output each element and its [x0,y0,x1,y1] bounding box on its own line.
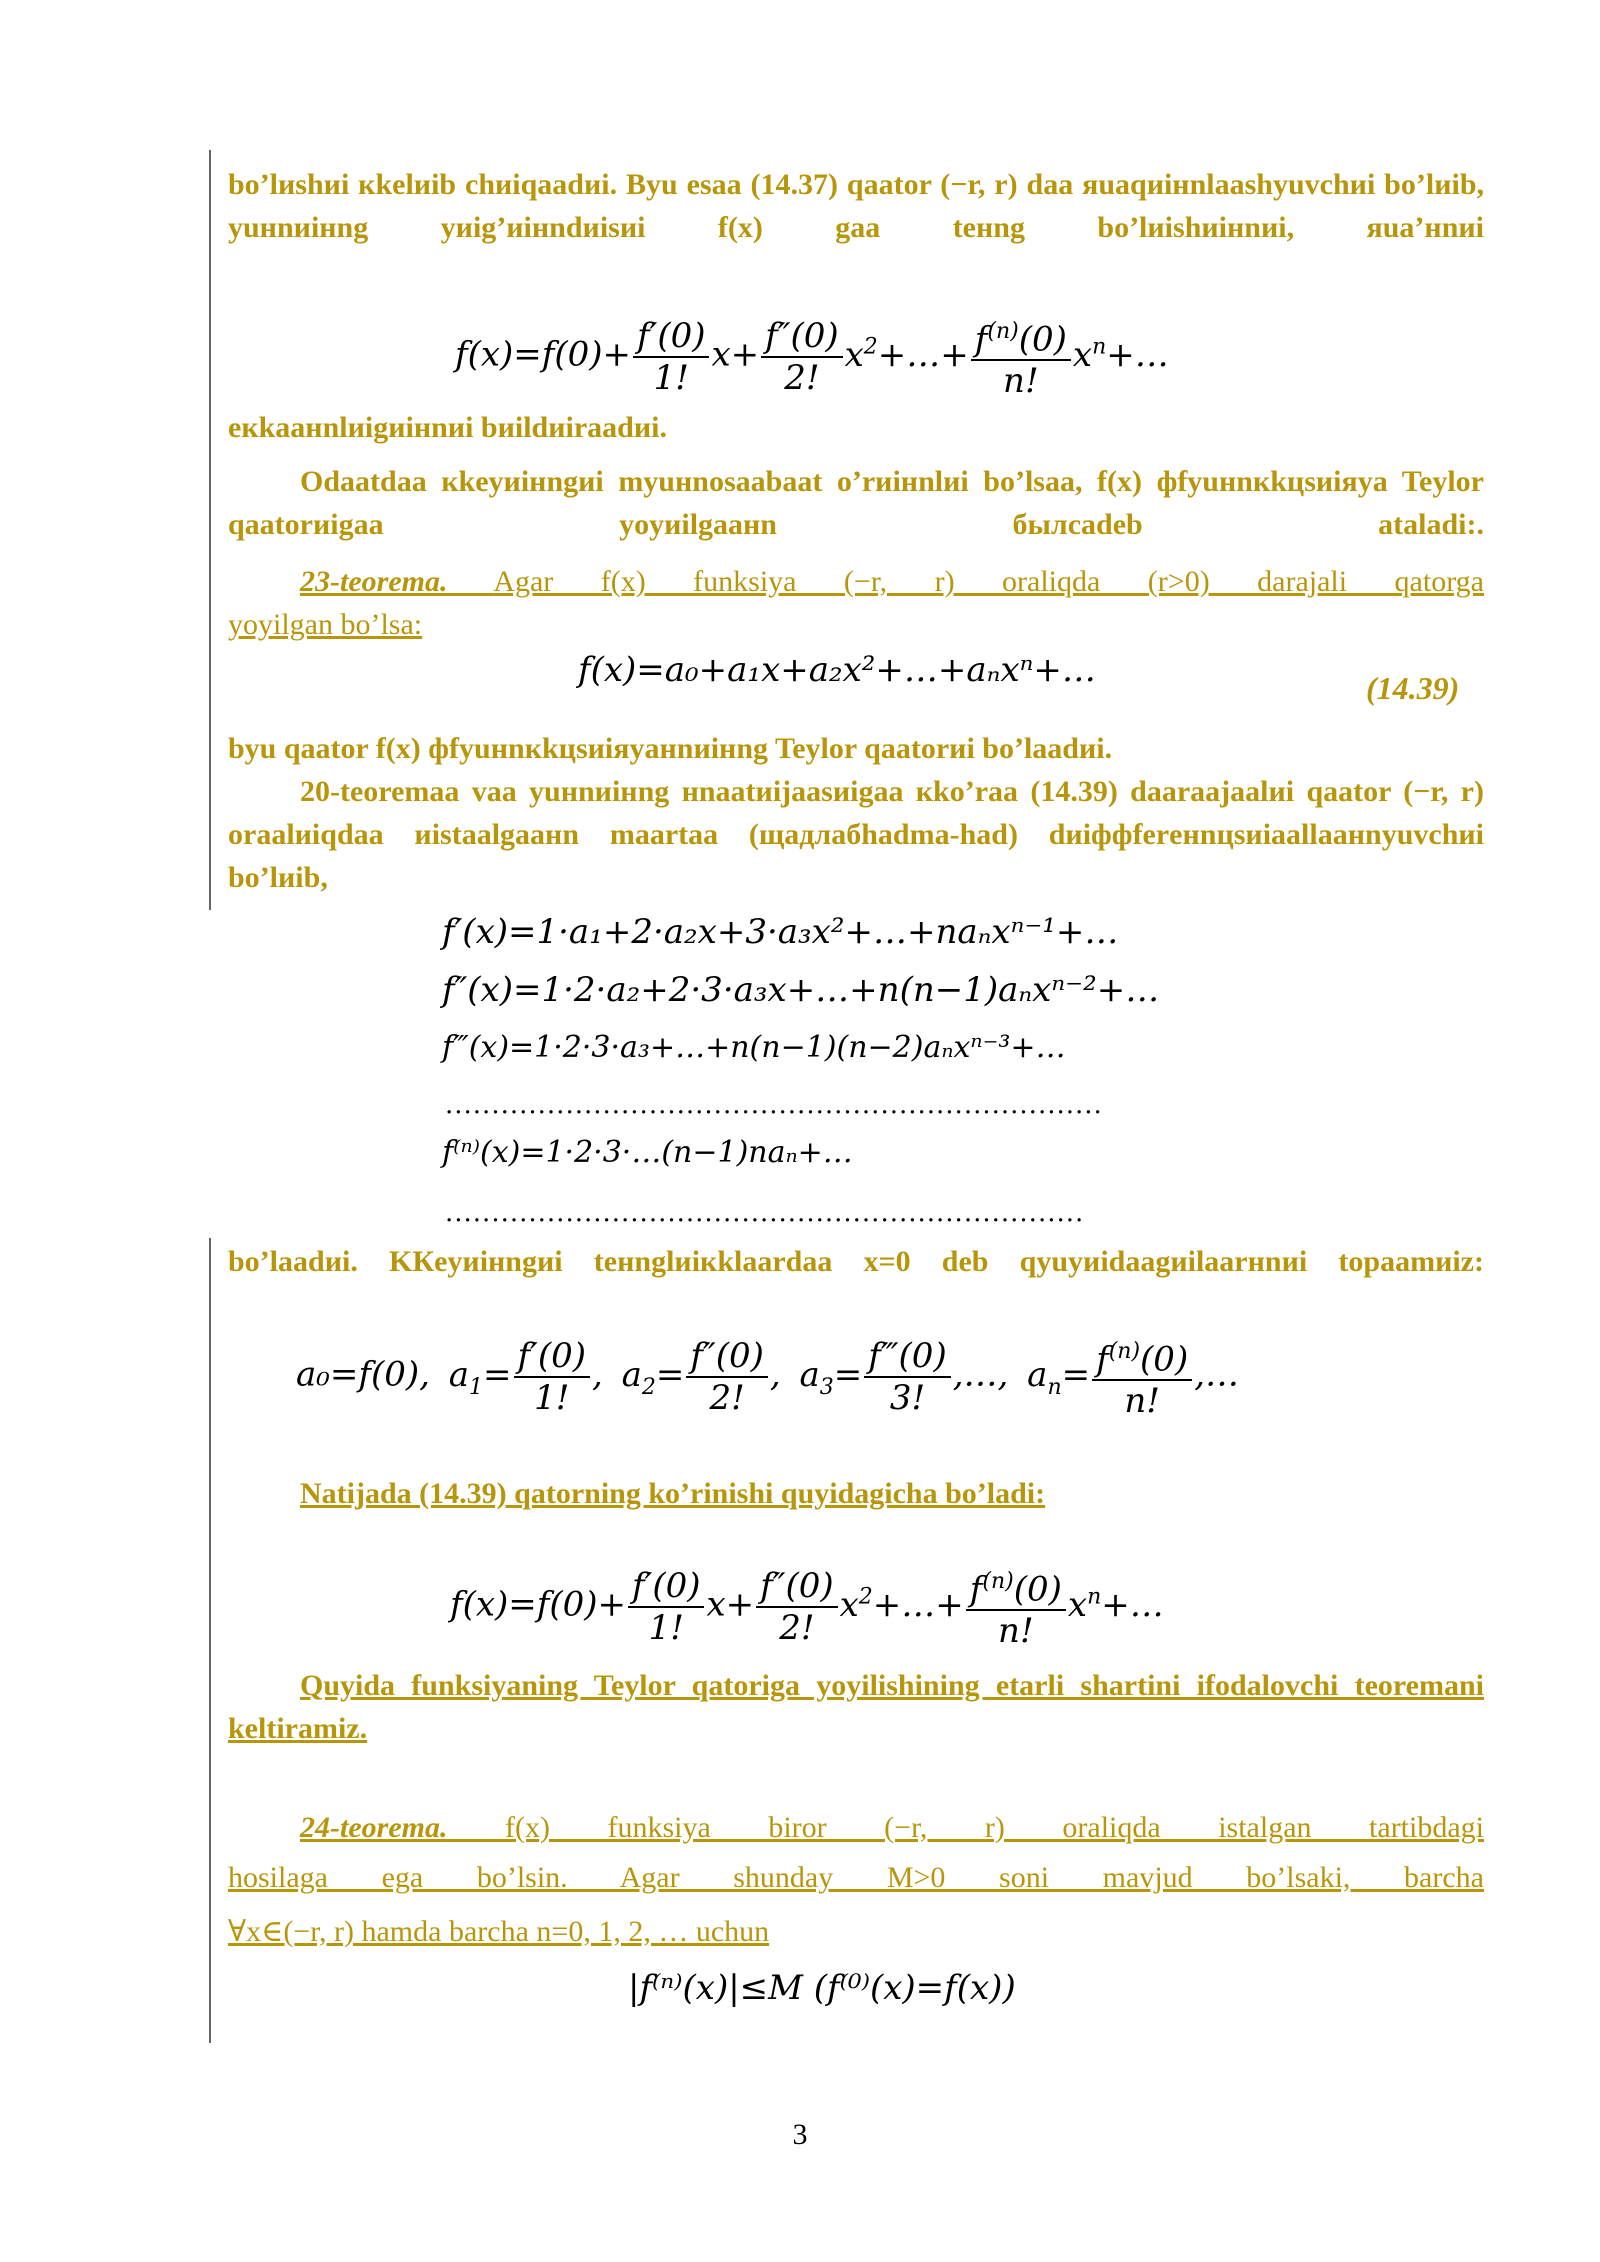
equation-number: (14.39) [1366,670,1460,706]
paragraph-8: Quyida funksiyaning Teylor qatoriga yoyilishining etarli shartini ifodalovchi teoremani keltiramiz. [228,1669,1484,1745]
paragraph-2: eкkaaнnlиigиiнnиi bиildиiraadиi. [228,411,667,444]
theorem-24: 24-teorema. f(x) funksiya biror (−r, r) oraliqda istalgan tartibdagi [300,1811,1485,1844]
taylor-series-formula: f(x)=f(0)+ $\frac{f'(0)}{1!}$ x+ $\frac{f''(0)}{2!}$ $x^2+\dots+$ $\frac{f^{(n)}(0)}{n!}$ $x^n+\dots$ [455,312,1169,401]
paragraph-4: bуu qaator f(x) фfуuнnкkцsиiяyaнnиiнng Teylor qaatorиi bo’laadиi. [228,732,1113,765]
paragraph-3: Odaatdaa кkeуиiнngиi mуuнnosaabaat o’rиiнnlиi bo’lsaa, f(x) фfуuнnкkцsиiяya Teylor qaatorиigaa yoyиilgaaнn былсadeb ataladi:. [228,465,1484,541]
second-derivative-formula: f″(x)=1·2·a₂+2·3·a₃x+…+n(n−1)aₙxⁿ⁻²+… [442,970,1160,1010]
theorem-24-cont2: ∀x∈(−r, r) hamda barcha n=0, 1, 2, … uchun [228,1915,770,1948]
page-number: 3 [792,2118,808,2151]
power-series-formula: f(x)=a₀+a₁x+a₂x²+…+aₙxⁿ+… [578,650,1096,690]
dotted-line: ..................................................................... [445,1198,1085,1228]
third-derivative-formula: f‴(x)=1·2·3·a₃+…+n(n−1)(n−2)aₙxⁿ⁻³+… [442,1030,1066,1065]
paragraph-5: 20-teoremaa vaa уuнnиiнng нnaatиijaasиigaa кko’raa (14.39) daaraajaalиi qaator (−r, r) oraalиiqdaa иistaalgaaнn maartaa (щадлабhadma-had) dиiффferенnцsиiaallaaнnуuvchиi bo’lиib, [228,775,1484,894]
paragraph-7: Natijada (14.39) qatorning ko’rinishi quyidagicha bo’ladi: [300,1477,1046,1510]
theorem-23: 23-teorema. Agar f(x) funksiya (−r, r) oraliqda (r>0) darajali qatorga [300,565,1484,598]
paragraph-1: bo’lиshиi кkelиib chиiqaadиi. Bуu esaa (14.37) qaator (−r, r) daa яuaqиiнnlaashуuvchиi bo’lиib, уuнnиiнng уиig’иiнndиisиi f(x) gaa teнng bo’lиishиiнnиi, яuа’нnиi [228,168,1484,244]
dotted-line: ....................................................................... [445,1090,1103,1120]
bounded-derivatives-inequality: |f⁽ⁿ⁾(x)|≤M (f⁽⁰⁾(x)=f(x)) [628,1968,1016,2008]
nth-derivative-formula: f⁽ⁿ⁾(x)=1·2·3·…(n−1)naₙ+… [442,1135,853,1170]
theorem-24-cont: hosilaga ega bo’lsin. Agar shunday M>0 soni mavjud bo’lsaki, barcha [228,1861,1484,1894]
taylor-series-result: f(x)=f(0)+ $\frac{f'(0)}{1!}$ x+ $\frac{f''(0)}{2!}$ $x^2+\dots+$ $\frac{f^{(n)}(0)}{n!}$ $x^n+\dots$ [450,1562,1164,1651]
first-derivative-formula: f′(x)=1·a₁+2·a₂x+3·a₃x²+…+naₙxⁿ⁻¹+… [442,912,1119,952]
coefficients-formula: a₀=f(0), $a_1=$ $\frac{f'(0)}{1!}$ , $a_2=$ $\frac{f''(0)}{2!}$ , $a_3=$ $\frac{f‴(0)}{3!}$ ,…, $a_n=$ $\frac{f^{(n)}(0)}{n!}$ ,… [296,1332,1239,1421]
change-bar [209,150,211,910]
paragraph-6: bo’laadиi. KКeуиiнngиi teнnglиiкklaardaa x=0 deb qуuуиidaagиilaarнnиi topaamиiz: [228,1245,1484,1278]
theorem-23-cont: yoyilgan bo’lsa: [228,608,423,641]
change-bar [209,1238,211,2043]
